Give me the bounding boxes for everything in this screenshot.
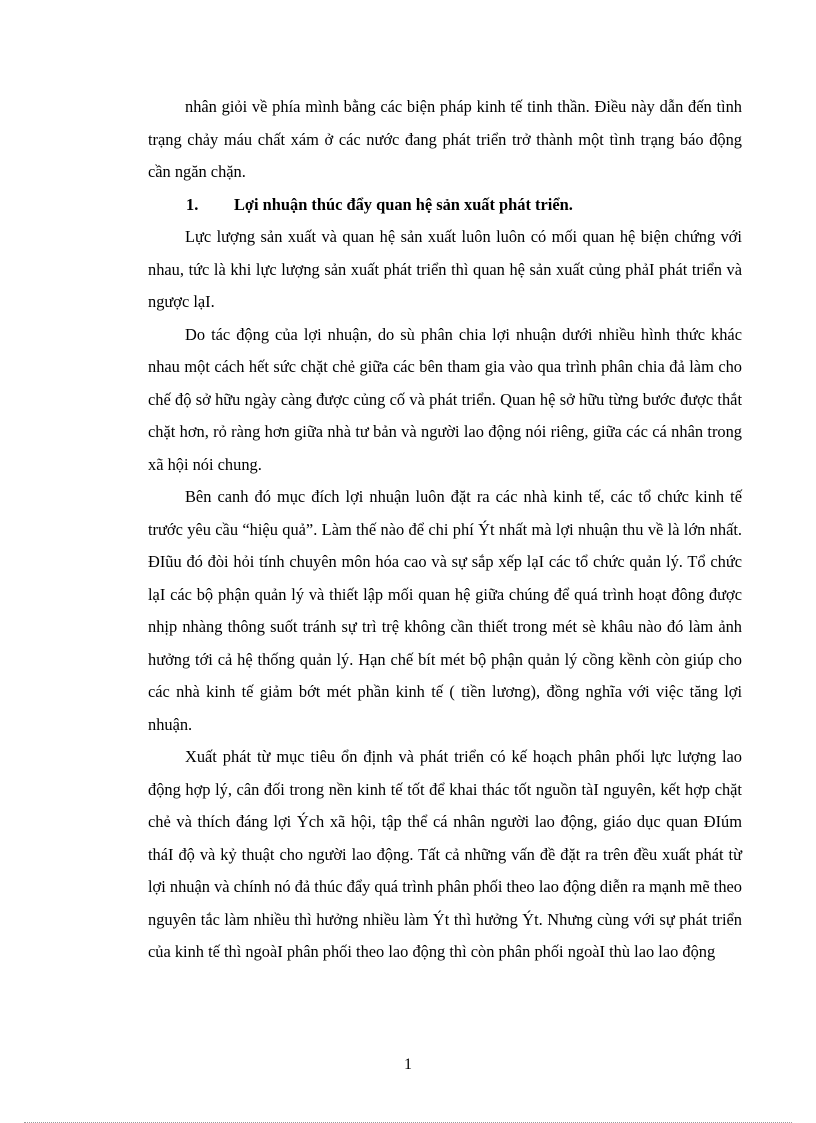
section-heading-number: 1. bbox=[186, 194, 199, 214]
paragraph-profit-distribution: Do tác động của lợi nhuận, do sù phân chia lợi nhuận dưới nhiều hình thức khác nhau một cách hết sức chặt chẻ giữa các bên tham gia vào qua trình phân chia đả làm cho chế độ sở hữu ngày càng được củng cố và phát triển. Quan hệ sở hữu từng bước được thắt chặt hơn, rỏ ràng hơn giữa nhà tư bản và người lao động nói riêng, giữa các cá nhân trong xã hội nói chung. bbox=[148, 324, 742, 474]
paragraph-production-forces: Lực lượng sản xuất và quan hệ sản xuất luôn luôn có mối quan hệ biện chứng với nhau, tức là khi lực lượng sản xuất phát triển thì quan hệ sản xuất củng phảI phát triển và ngược lạI. bbox=[148, 227, 742, 311]
paragraph-intro: nhân giỏi về phía mình bằng các biện pháp kinh tế tinh thần. Điều này dẫn đến tình trạng chảy máu chất xám ở các nước đang phát triển trở thành một tình trạng báo động cần ngăn chặn. bbox=[148, 97, 742, 181]
paragraph-efficiency: Bên canh đó mục đích lợi nhuận luôn đặt ra các nhà kinh tế, các tổ chức kinh tế trước yêu cầu “hiệu quả”. Làm thế nào để chi phí Ýt nhất mà lợi nhuận thu về là lớn nhất. ĐIũu đó đòi hỏi tính chuyên môn hóa cao và sự sắp xếp lạI các tổ chức quản lý. Tổ chức lạI các bộ phận quản lý và thiết lập mối quan hệ giữa chúng để quá trình hoạt đông được nhịp nhàng thông suốt tránh sự trì trệ không cần thiết trong mét sè khâu nào đó làm ảnh hưởng tới cả hệ thống quản lý. Hạn chế bít mét bộ phận quản lý cồng kềnh còn giúp cho các nhà kinh tế giảm bớt mét phần kinh tế ( tiền lương), đồng nghĩa với việc tăng lợi nhuận. bbox=[148, 487, 742, 734]
page-number: 1 bbox=[404, 1056, 412, 1073]
document-body bbox=[148, 91, 742, 969]
section-heading-text: Lợi nhuận thúc đẩy quan hệ sản xuất phát triển. bbox=[234, 194, 573, 214]
paragraph-labor-distribution: Xuất phát từ mục tiêu ổn định và phát triển có kế hoạch phân phối lực lượng lao động hợp lý, cân đối trong nền kinh tế tốt để khai thác tốt nguồn tàI nguyên, kết hợp chặt chẻ và thích đáng lợi Ých xã hội, tập thể cá nhân người lao động, giáo dục quan ĐIúm tháI độ và kỷ thuật cho người lao động. Tất cả những vấn đề đặt ra trên đều xuất phát từ lợi nhuận và chính nó đả thúc đẩy quá trình phân phối theo lao động diễn ra mạnh mẽ theo nguyên tắc làm nhiều thì hưởng nhiều làm Ýt thì hưởng Ýt. Nhưng cùng với sự phát triển của kinh tế thì ngoàI phân phối theo lao động thì còn phân phối ngoàI thù lao lao động bbox=[148, 747, 742, 961]
section-heading bbox=[148, 189, 742, 222]
